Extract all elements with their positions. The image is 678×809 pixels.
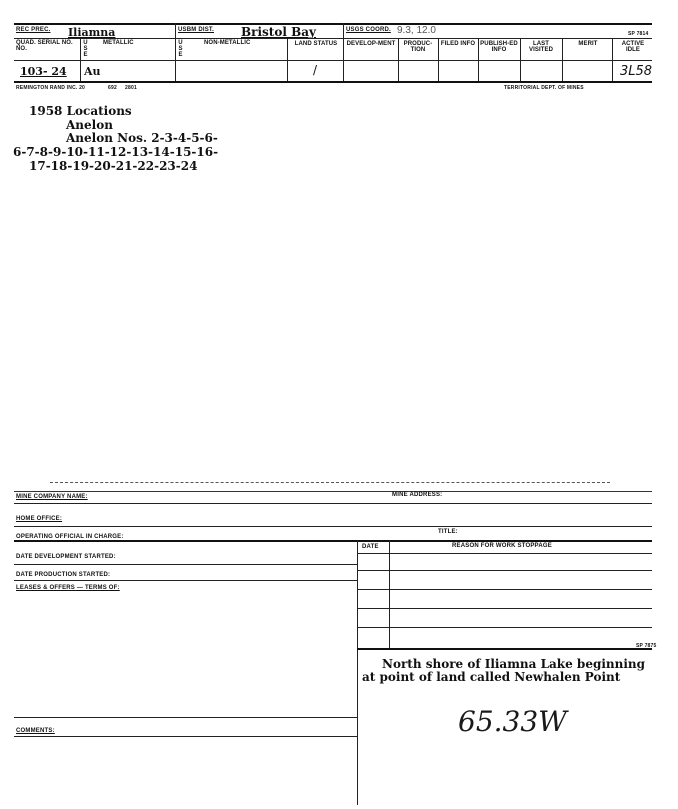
notes-line-1: 1958 Locations (29, 104, 132, 118)
merit-header: MERIT (578, 41, 598, 47)
quad-serial-value: 103- 24 (20, 65, 67, 78)
published-info-header: PUBLISH-ED INFO (480, 41, 518, 53)
land-status-header: LAND STATUS (294, 41, 338, 47)
notes-line-3: Anelon Nos. 2-3-4-5-6- (66, 131, 218, 145)
production-header: PRODUC-TION (403, 41, 433, 53)
usgs-coord-value: 9.3, 12.0 (397, 25, 436, 36)
usgs-coord-label: USGS COORD. (346, 27, 391, 33)
notes-line-4: 6-7-8-9-10-11-12-13-14-15-16- (13, 145, 219, 159)
date-production-label: DATE PRODUCTION STARTED: (16, 572, 111, 578)
usbm-dist-label: USBM DIST. (178, 27, 215, 33)
rec-prec-value: Iliamna (68, 26, 116, 39)
nonmetallic-use-marker: U S E (178, 40, 183, 58)
nonmetallic-header: NON-METALLIC (204, 40, 251, 46)
last-visited-header: LAST VISITED (528, 41, 554, 53)
land-status-value: / (313, 63, 318, 77)
active-idle-header: ACTIVE IDLE (621, 41, 645, 53)
development-header: DEVELOP-MENT (346, 41, 396, 47)
mine-address-label: MINE ADDRESS: (392, 492, 443, 498)
printer-code-2: 2801 (125, 85, 137, 91)
location-line-1: North shore of Iliamna Lake beginning (382, 657, 646, 671)
notes-line-2: Anelon (66, 118, 113, 132)
date-development-label: DATE DEVELOPMENT STARTED: (16, 554, 116, 560)
metallic-use-marker: U S E (83, 40, 88, 58)
comments-label: COMMENTS: (16, 728, 55, 734)
mine-company-name-label: MINE COMPANY NAME: (16, 494, 88, 500)
quad-serial-header: QUAD. SERIAL NO. NO. (16, 40, 73, 52)
location-line-2: at point of land called Newhalen Point (362, 670, 621, 684)
operating-official-label: OPERATING OFFICIAL IN CHARGE: (16, 534, 124, 540)
handwritten-coordinate: 65.33W (458, 705, 567, 738)
title-label: TITLE: (438, 529, 458, 535)
metallic-header: METALLIC (103, 40, 134, 46)
rec-prec-label: REC PREC. (16, 27, 51, 33)
form-number-2: SP 7875 (636, 643, 657, 649)
leases-offers-label: LEASES & OFFERS — TERMS OF: (16, 585, 120, 591)
filed-info-header: FILED INFO (440, 41, 476, 47)
usbm-dist-value: Bristol Bay (241, 25, 316, 39)
active-idle-value: 3L58 (620, 64, 653, 79)
department-mark: TERRITORIAL DEPT. OF MINES (504, 85, 584, 91)
form-number: SP 7814 (628, 31, 649, 37)
printer-mark: REMINGTON RAND INC. 20 (16, 85, 86, 91)
date-column-header: DATE (362, 544, 379, 550)
reason-column-header: REASON FOR WORK STOPPAGE (452, 543, 552, 549)
notes-line-5: 17-18-19-20-21-22-23-24 (29, 159, 198, 173)
metallic-value: Au (84, 65, 101, 78)
printer-code-1: 692 (108, 85, 117, 91)
home-office-label: HOME OFFICE: (16, 516, 63, 522)
